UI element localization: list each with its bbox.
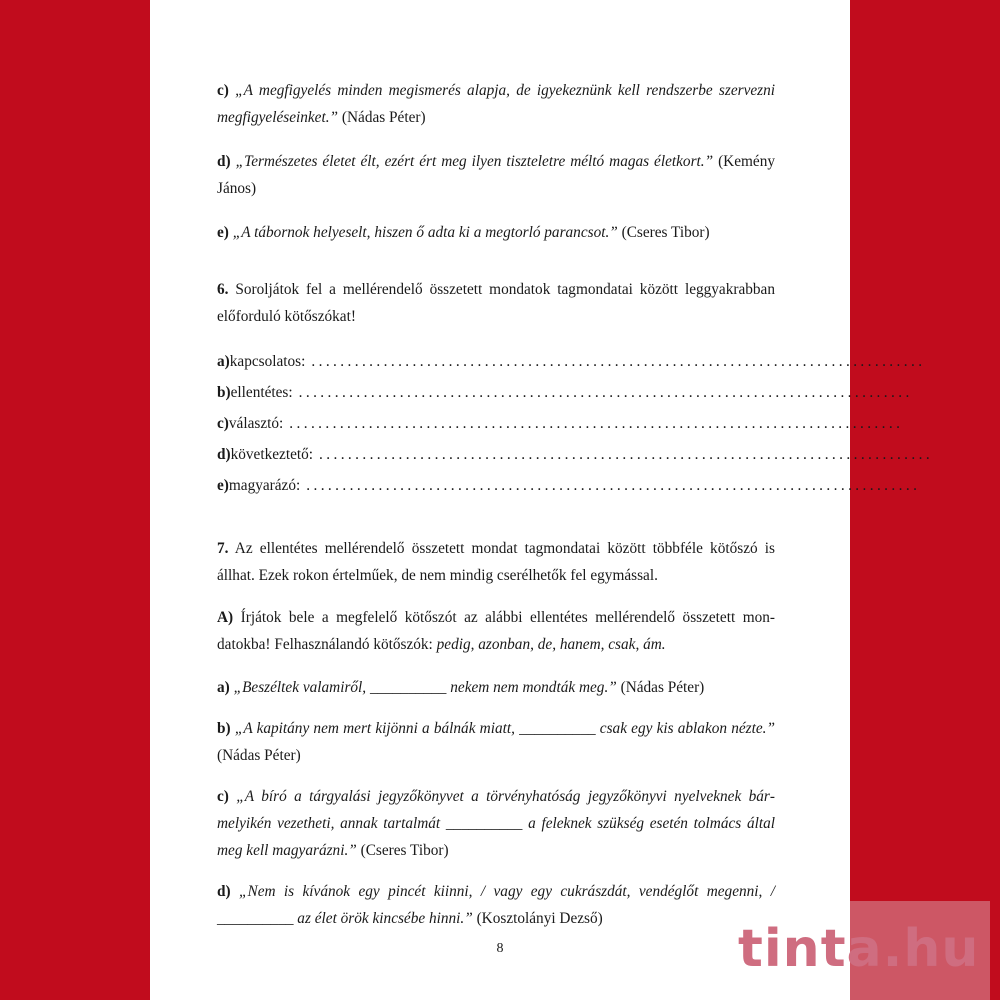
answer-blank[interactable]: __________ [445, 815, 523, 832]
answer-blank[interactable]: __________ [369, 679, 447, 696]
answer-dotted-line[interactable]: ..................................................................................... [306, 477, 921, 494]
exercise7-prompt [217, 535, 775, 589]
exercise-number: 6. [217, 281, 229, 298]
item-category: kapcsolatos: [229, 353, 306, 370]
exercise7-sentence-d [217, 878, 775, 932]
answer-dotted-line[interactable]: ..................................................................................... [289, 415, 904, 432]
exercise5-item-e [217, 219, 775, 246]
part-label: A) [217, 609, 234, 626]
item-source: (Cseres Tibor) [356, 842, 449, 859]
sentence-after: az élet örök kincsébe hinni.” [293, 910, 473, 927]
sentence-after: a feleknek szükség esetén tolmács által meg kell magyarázni.” [217, 815, 776, 859]
item-label: c) [217, 415, 229, 432]
item-label: d) [217, 446, 231, 463]
sentence-before: „A bíró a tárgyalási jegyzőkönyvet a törvényhatóság jegyzőkönyvi nyelveknek bármelyikén vezetheti, annak tartalmát [217, 788, 775, 832]
item-source: (Kemény János) [217, 153, 775, 197]
item-label: b) [217, 720, 231, 737]
item-quote: „A megfigyelés minden megismerés alapja, de igyekeznünk kell rendszerbe szervezni megfigyeléseinket.” [217, 82, 776, 126]
sentence-after: csak egy kis ablakon nézte.” [595, 720, 775, 737]
watermark-logo: tinta.hu [738, 919, 980, 979]
item-source: (Nádas Péter) [338, 109, 426, 126]
fill-in-row-ellentetes [217, 379, 913, 406]
item-category: ellentétes: [230, 384, 293, 401]
item-quote: „A tábornok helyeselt, hiszen ő adta ki a megtorló parancsot.” [232, 224, 618, 241]
answer-blank[interactable]: __________ [217, 910, 294, 927]
fill-in-row-magyarazo [217, 472, 921, 499]
exercise7-part-a-instruction [217, 604, 775, 658]
item-source: (Nádas Péter) [217, 747, 301, 764]
exercise5-item-c [217, 77, 775, 131]
item-label: b) [217, 384, 231, 401]
item-label: e) [217, 477, 229, 494]
item-label: c) [217, 82, 229, 99]
exercise6-prompt [217, 276, 775, 330]
exercise7-sentence-c [217, 783, 775, 864]
answer-blank[interactable]: __________ [519, 720, 596, 737]
item-label: e) [217, 224, 229, 241]
answer-dotted-line[interactable]: ..................................................................................... [298, 384, 913, 401]
item-source: (Cseres Tibor) [617, 224, 710, 241]
sentence-before: „Nem is kívánok egy pincét kiinni, / vagy egy cukrászdát, vendéglőt megenni, / [239, 883, 775, 900]
sentence-before: „Beszéltek valamiről, [233, 679, 370, 696]
item-source: (Kosztolányi Dezső) [472, 910, 603, 927]
sentence-before: „A kapitány nem mert kijönni a bálnák miatt, [234, 720, 520, 737]
item-category: magyarázó: [228, 477, 301, 494]
item-label: a) [217, 679, 230, 696]
fill-in-row-kapcsolatos [217, 348, 926, 375]
exercise-prompt-text: Soroljátok fel a mellérendelő összetett mondatok tagmondatai között leggyakrabban előforduló kötőszókat! [217, 281, 775, 325]
exercise5-item-d [217, 148, 775, 202]
item-label: d) [217, 153, 231, 170]
item-label: a) [217, 353, 230, 370]
fill-in-row-valaszto [217, 410, 904, 437]
item-quote: „Természetes életet élt, ezért ért meg ilyen tiszteletre méltó magas életkort.” [235, 153, 714, 170]
item-label: d) [217, 883, 231, 900]
item-category: következtető: [230, 446, 314, 463]
exercise7-sentence-a [217, 674, 775, 701]
sentence-after: nekem nem mondták meg.” [446, 679, 617, 696]
item-label: c) [217, 788, 229, 805]
exercise-prompt-text: Az ellentétes mellérendelő összetett mondat tagmondatai között többféle kötőszó is állhat. Ezek rokon értelműek, de nem mindig cserélhetők fel egymással. [217, 540, 775, 584]
fill-in-row-kovetkezteto [217, 441, 934, 468]
page-content [217, 77, 934, 932]
answer-dotted-line[interactable]: ..................................................................................... [319, 446, 934, 463]
part-instruction: Írjátok bele a megfelelő kötőszót az alábbi ellentétes mellérendelő összetett mondatokba! Felhasználandó kötőszók: [217, 609, 775, 653]
page-number: 8 [496, 941, 504, 956]
exercise-number: 7. [217, 540, 229, 557]
answer-dotted-line[interactable]: ..................................................................................... [311, 353, 926, 370]
conjunction-word-list: pedig, azonban, de, hanem, csak, ám. [436, 636, 666, 653]
exercise7-sentence-b [217, 715, 775, 769]
item-category: választó: [228, 415, 284, 432]
item-source: (Nádas Péter) [616, 679, 705, 696]
